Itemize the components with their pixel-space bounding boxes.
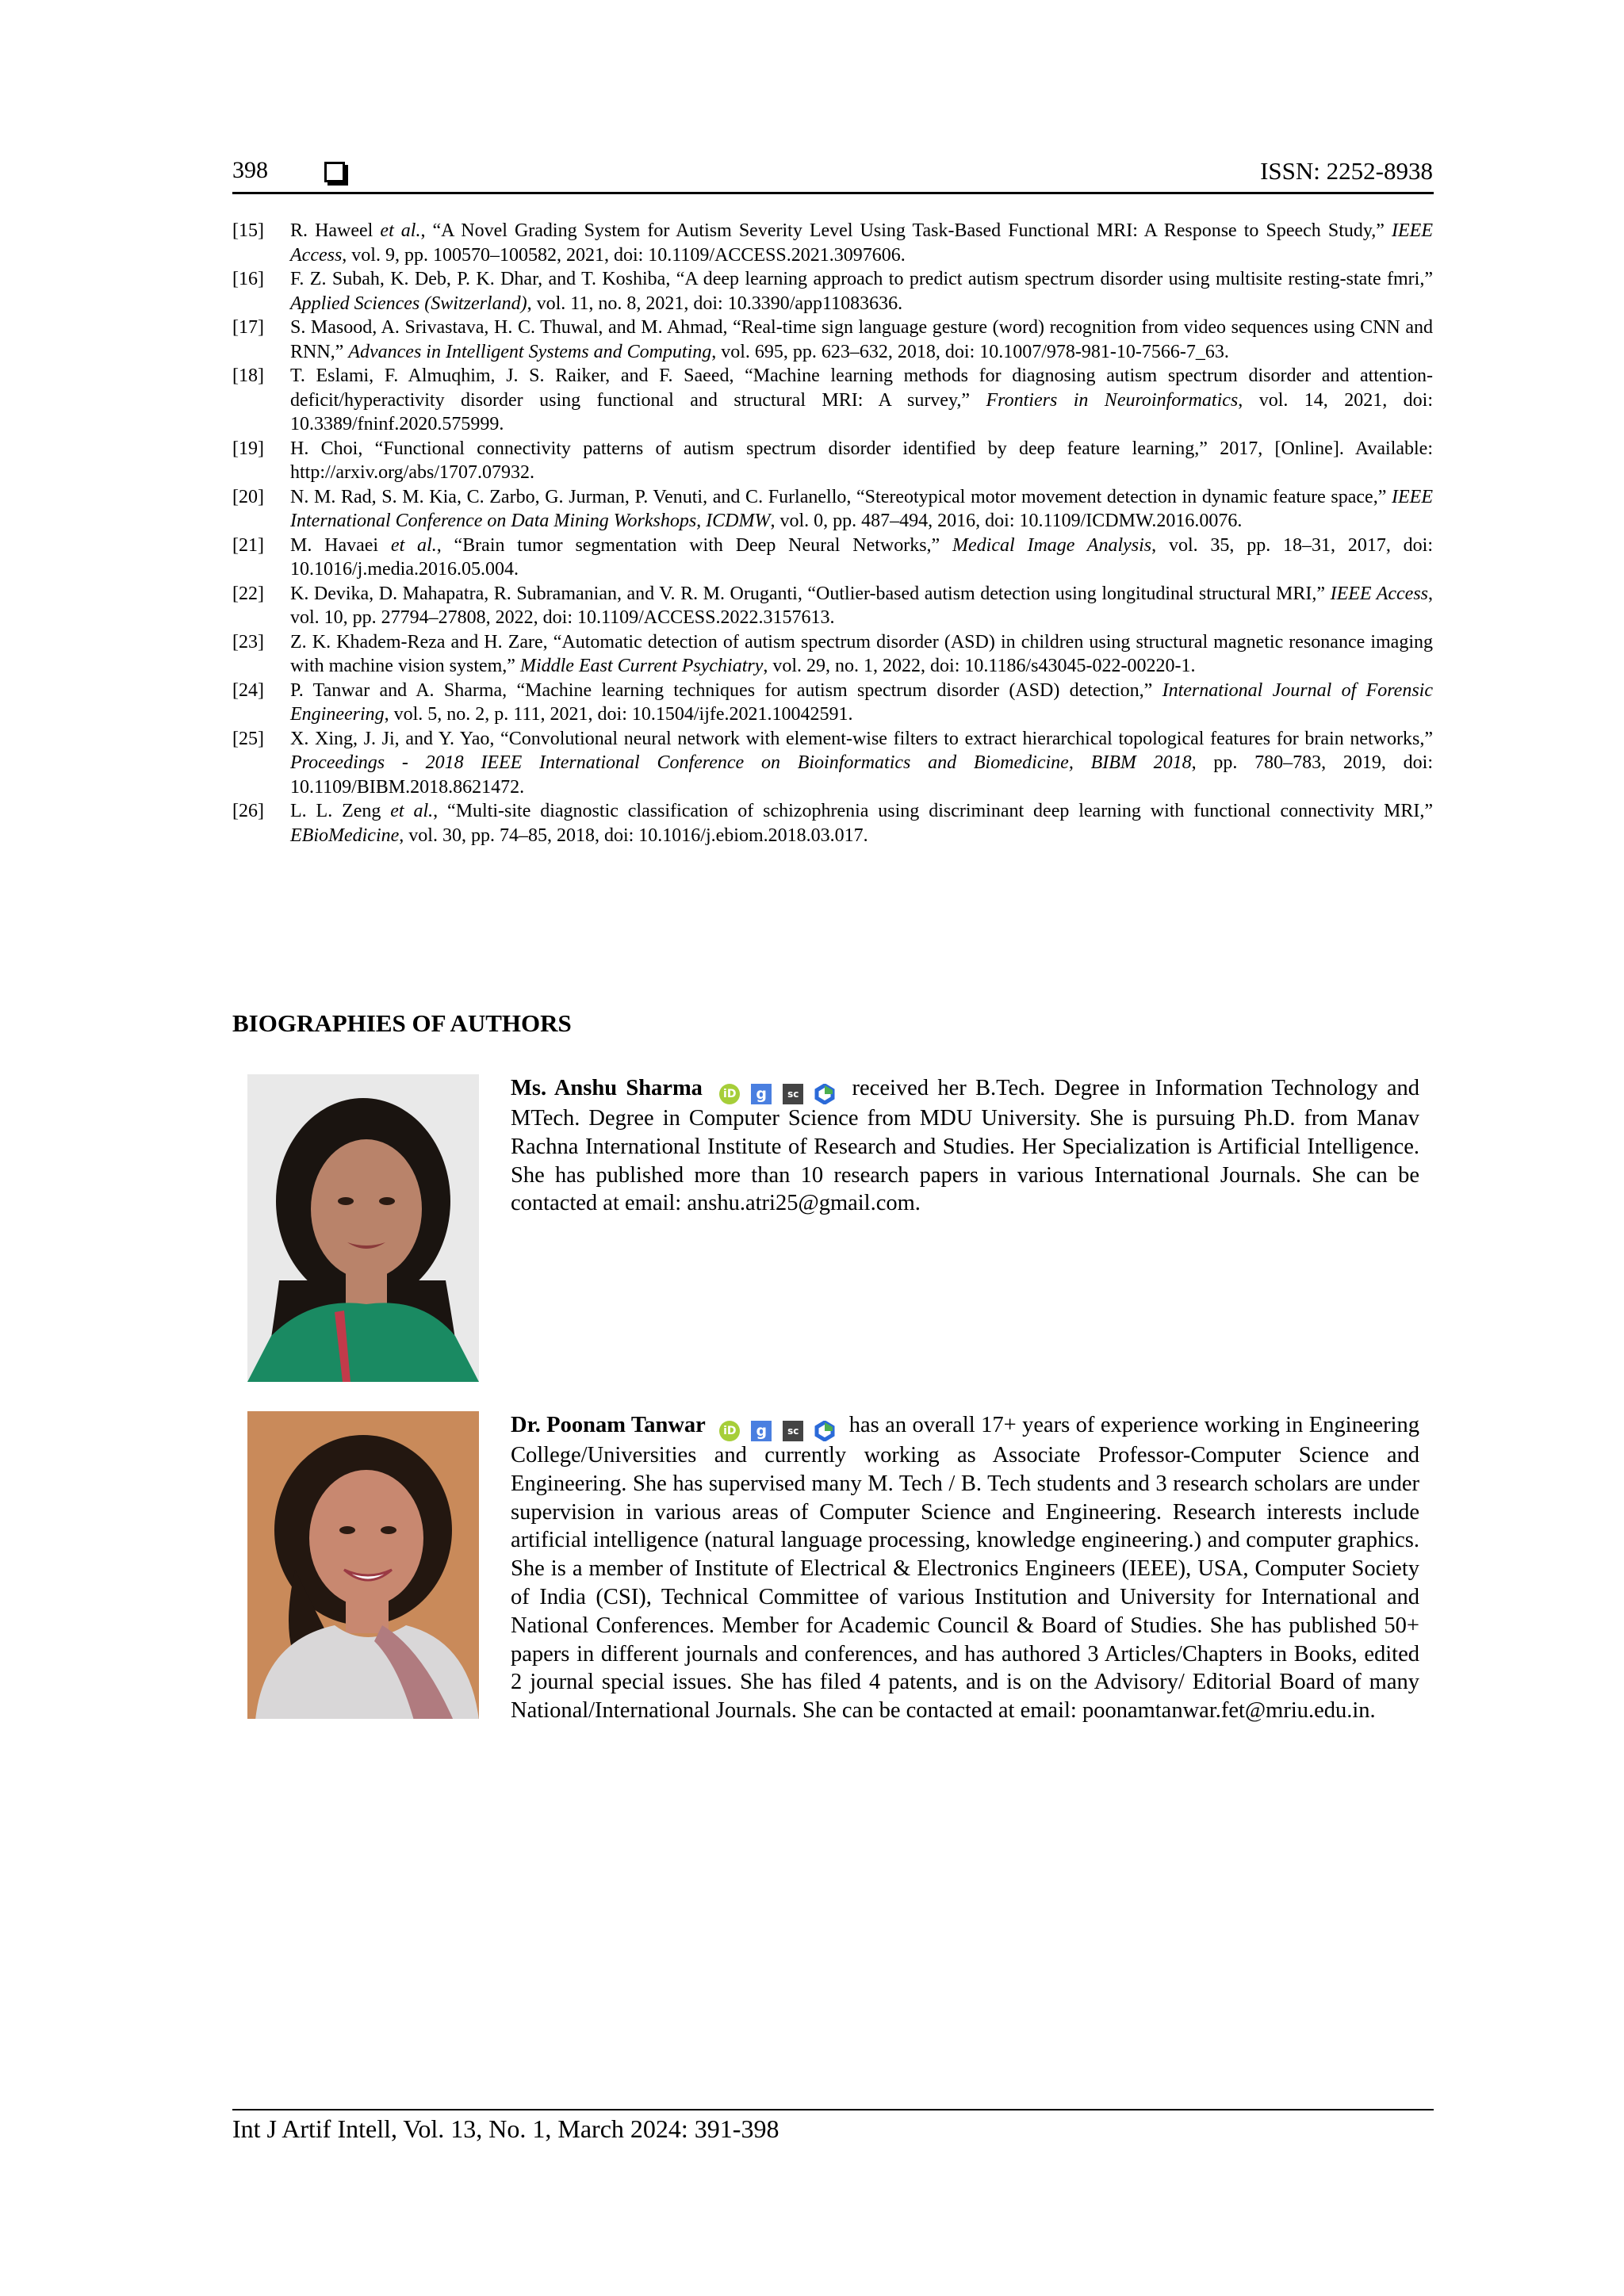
biographies-heading: BIOGRAPHIES OF AUTHORS — [232, 1009, 572, 1037]
reference-number: [16] — [232, 269, 264, 289]
reference-text — [290, 437, 1433, 485]
reference-item — [232, 219, 1433, 267]
reference-item — [232, 630, 1433, 679]
author-bio-text — [511, 1074, 1419, 1218]
reference-text — [290, 534, 1433, 582]
reference-text — [290, 219, 1433, 267]
photo-eye-left — [339, 1526, 355, 1534]
author-bio-text — [511, 1411, 1419, 1725]
reference-segment: , “A Novel Grading System for Autism Severity Level Using Task-Based Functional MRI: A Response to Speech Study,” — [420, 220, 1392, 241]
reference-segment: , vol. 10, pp. 27794–27808, 2022, doi: 10.1109/ACCESS.2022.3157613. — [290, 583, 1433, 628]
reference-segment: , vol. 0, pp. 487–494, 2016, doi: 10.1109/ICDMW.2016.0076. — [770, 511, 1243, 531]
footer-citation: Int J Artif Intell, Vol. 13, No. 1, March 2024: 391-398 — [232, 2114, 779, 2143]
photo-eye-left — [338, 1197, 354, 1205]
reference-segment: X. Xing, J. Ji, and Y. Yao, “Convolutional neural network with element-wise filters to extract hierarchical topological features for brain networks,” — [290, 728, 1433, 749]
reference-item — [232, 485, 1433, 534]
reference-item — [232, 364, 1433, 437]
reference-item — [232, 534, 1433, 582]
reference-italic-segment: Medical Image Analysis — [952, 534, 1152, 556]
author-name: Ms. Anshu Sharma — [511, 1076, 703, 1100]
reference-segment: P. Tanwar and A. Sharma, “Machine learning techniques for autism spectrum disorder (ASD) detection,” — [290, 679, 1162, 701]
reference-item — [232, 679, 1433, 727]
reference-segment: , vol. 695, pp. 623–632, 2018, doi: 10.1007/978-981-10-7566-7_63. — [711, 341, 1229, 362]
reference-segment: , “Brain tumor segmentation with Deep Neural Networks,” — [436, 534, 953, 556]
reference-number: [18] — [232, 365, 264, 386]
reference-segment: , vol. 11, no. 8, 2021, doi: 10.3390/app11083636. — [527, 293, 903, 314]
reference-segment: F. Z. Subah, K. Deb, P. K. Dhar, and T. Koshiba, “A deep learning approach to predict autism spectrum disorder using multisite resting-state fmri,” — [290, 269, 1433, 289]
footer-rule — [232, 2109, 1434, 2110]
reference-italic-segment: IEEE Access — [290, 220, 1434, 266]
scopus-icon[interactable]: sc — [783, 1421, 803, 1441]
photo-eye-right — [379, 1197, 395, 1205]
reference-segment: S. Masood, A. Srivastava, H. C. Thuwal, and M. Ahmad, “Real-time sign language gesture (word) recognition from video sequences using CNN and RNN,” — [290, 317, 1433, 362]
reference-number: [24] — [232, 679, 264, 701]
reference-text — [290, 799, 1433, 848]
author-profile-icons — [719, 1084, 835, 1104]
reference-text — [290, 267, 1433, 316]
reference-segment: R. Haweel — [290, 220, 381, 241]
reference-segment: T. Eslami, F. Almuqhim, J. S. Raiker, and F. Saeed, “Machine learning methods for diagnosing autism spectrum disorder and attention- deficit/hyperactivity disorder using functional and structural MRI: A survey,” — [290, 365, 1433, 411]
author-name: Dr. Poonam Tanwar — [511, 1413, 706, 1437]
reference-italic-segment: et al. — [380, 220, 421, 241]
reference-text — [290, 679, 1433, 727]
reference-segment: L. L. Zeng — [290, 801, 391, 821]
scopus-icon[interactable]: sc — [783, 1084, 803, 1104]
reference-italic-segment: Applied Sciences (Switzerland) — [290, 293, 527, 314]
reference-item — [232, 799, 1433, 848]
reference-segment: , vol. 14, 2021, doi: 10.3389/fninf.2020.575999. — [290, 389, 1433, 434]
reference-number: [25] — [232, 728, 264, 749]
reference-item — [232, 582, 1433, 630]
google-scholar-icon[interactable]: g — [751, 1084, 772, 1104]
author-description: has an overall 17+ years of experience working in Engineering College/Universities and currently working as Associate Professor-Computer Science and Engineering. She has supervised many M. Tech / B. Tech students and 3 research scholars are under supervision in various areas of Computer Science and Engineering. Research interests include artificial intelligence (natural language processing, knowledge engineering.) and computer graphics. She is a member of Institute of Electrical & Electronics Engineers (IEEE), USA, Computer Society of India (CSI), Technical Committee of various Institution and University for International and National Conferences. Member for Academic Council & Board of Studies. She has published 50+ papers in different journals and conferences, and has authored 3 Articles/Chapters in Books, edited 2 journal special issues. She has filed 4 patents, and is on the Advisory/ Editorial Board of many National/International Journals. She can be contacted at email: poonamtanwar.fet@mriu.edu.in. — [511, 1413, 1420, 1724]
reference-text — [290, 582, 1433, 630]
header-rule — [232, 192, 1434, 194]
reference-segment: , vol. 5, no. 2, p. 111, 2021, doi: 10.1504/ijfe.2021.10042591. — [384, 704, 853, 725]
reference-number: [21] — [232, 534, 264, 556]
reference-italic-segment: Advances in Intelligent Systems and Computing — [348, 341, 712, 362]
author-photo — [247, 1074, 479, 1382]
photo-eye-right — [381, 1526, 396, 1534]
reference-number: [22] — [232, 583, 264, 604]
reference-text — [290, 630, 1433, 679]
reference-italic-segment: Middle East Current Psychiatry — [519, 656, 764, 676]
reference-number: [23] — [232, 631, 264, 652]
reference-number: [15] — [232, 220, 264, 241]
reference-item — [232, 727, 1433, 800]
reference-italic-segment: Frontiers in Neuroinformatics — [986, 389, 1239, 411]
page-number: 398 — [232, 157, 268, 183]
reference-number: [20] — [232, 486, 264, 507]
reference-item — [232, 316, 1433, 364]
orcid-icon[interactable]: iD — [719, 1421, 740, 1441]
reference-segment: , vol. 30, pp. 74–85, 2018, doi: 10.1016/j.ebiom.2018.03.017. — [399, 825, 868, 846]
reference-segment: , “Multi-site diagnostic classification of schizophrenia using discriminant deep learning with functional connectivity MRI,” — [433, 801, 1433, 821]
reference-italic-segment: International Journal of Forensic Engineering — [290, 679, 1433, 725]
reference-italic-segment: et al. — [390, 801, 434, 821]
author-description: received her B.Tech. Degree in Information Technology and MTech. Degree in Computer Science from MDU University. She is pursuing Ph.D. from Manav Rachna International Institute of Research and Studies. Her Specialization is Artificial Intelligence. She has published more than 10 research papers in various International Journals. She can be contacted at email: anshu.atri25@gmail.com. — [511, 1076, 1420, 1216]
author-photo — [247, 1411, 479, 1719]
reference-list — [232, 219, 1433, 848]
reference-number: [17] — [232, 317, 264, 338]
orcid-icon[interactable]: iD — [719, 1084, 740, 1104]
reference-segment: , vol. 29, no. 1, 2022, doi: 10.1186/s43045-022-00220-1. — [763, 656, 1196, 676]
reference-segment: M. Havaei — [290, 534, 391, 556]
reference-number: [26] — [232, 801, 264, 821]
reference-text — [290, 485, 1433, 534]
reference-italic-segment: EBioMedicine — [290, 825, 400, 846]
reference-segment: N. M. Rad, S. M. Kia, C. Zarbo, G. Jurman, P. Venuti, and C. Furlanello, “Stereotypical motor movement detection in dynamic feature space,” — [290, 486, 1392, 507]
reference-segment: H. Choi, “Functional connectivity patterns of autism spectrum disorder identified by deep feature learning,” 2017, [Online]. Available: http://arxiv.org/abs/1707.07932. — [290, 438, 1433, 483]
reference-item — [232, 267, 1433, 316]
page-header — [232, 152, 1433, 192]
author-photo-image — [247, 1411, 479, 1719]
publons-icon[interactable] — [814, 1421, 835, 1441]
reference-italic-segment: Proceedings - 2018 IEEE International Conference on Bioinformatics and Biomedicine, BIBM 2018 — [290, 752, 1192, 773]
reference-segment: , pp. 780–783, 2019, doi: 10.1109/BIBM.2018.8621472. — [290, 752, 1433, 798]
issn-label: ISSN: 2252-8938 — [1260, 157, 1433, 185]
reference-text — [290, 316, 1433, 364]
reference-segment: Z. K. Khadem-Reza and H. Zare, “Automatic detection of autism spectrum disorder (ASD) in children using structural magnetic resonance imaging with machine vision system,” — [290, 631, 1433, 676]
google-scholar-icon[interactable]: g — [751, 1421, 772, 1441]
reference-segment: K. Devika, D. Mahapatra, R. Subramanian, and V. R. M. Oruganti, “Outlier-based autism detection using longitudinal structural MRI,” — [290, 583, 1331, 604]
reference-text — [290, 364, 1433, 437]
reference-segment: , vol. 35, pp. 18–31, 2017, doi: 10.1016/j.media.2016.05.004. — [290, 534, 1433, 580]
photo-face — [311, 1139, 422, 1279]
author-photo-image — [247, 1074, 479, 1382]
reference-italic-segment: IEEE Access — [1330, 583, 1428, 604]
reference-segment: , vol. 9, pp. 100570–100582, 2021, doi: 10.1109/ACCESS.2021.3097606. — [342, 244, 906, 266]
author-profile-icons — [719, 1421, 835, 1441]
photo-face — [309, 1470, 423, 1606]
photo-neck — [346, 1265, 387, 1304]
reference-text — [290, 727, 1433, 800]
reference-number: [19] — [232, 438, 264, 459]
reference-italic-segment: et al. — [390, 534, 437, 556]
publons-icon[interactable] — [814, 1084, 835, 1104]
square-bullet-icon — [324, 162, 345, 182]
reference-item — [232, 437, 1433, 485]
reference-italic-segment: IEEE International Conference on Data Mining Workshops, ICDMW — [290, 486, 1433, 531]
